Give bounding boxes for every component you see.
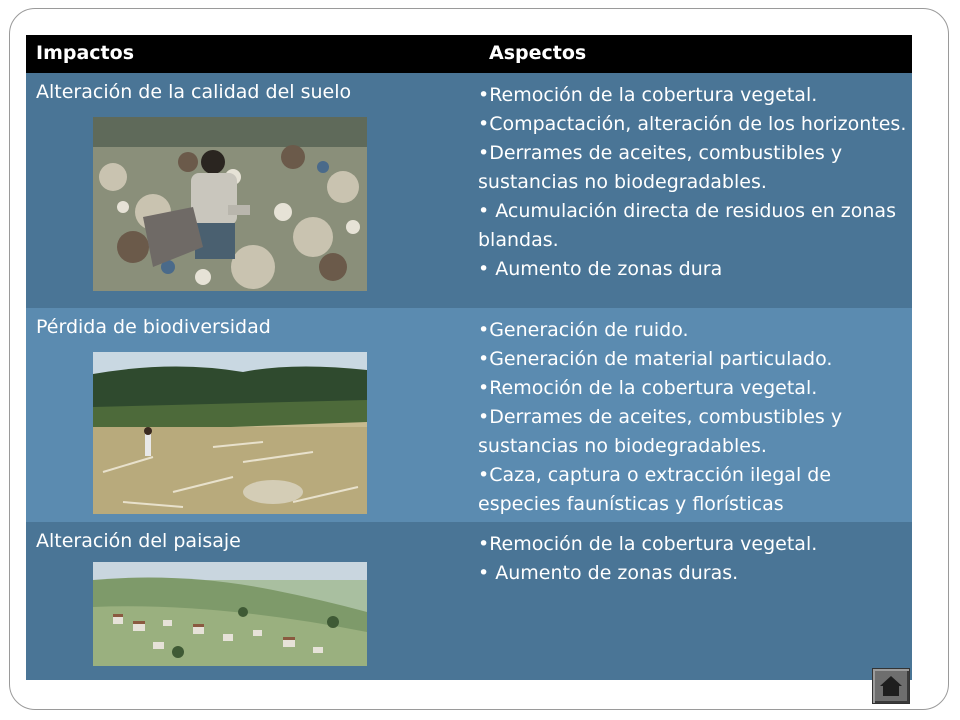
deforestation-photo (93, 352, 367, 514)
impacts-table (26, 35, 912, 680)
list-item: •Derrames de aceites, combustibles y sustancias no biodegradables. (478, 142, 843, 193)
impact-label: Alteración del paisaje (36, 530, 241, 552)
list-item: •Remoción de la cobertura vegetal. (478, 377, 818, 399)
landfill-photo (93, 117, 367, 291)
table-row (26, 308, 912, 522)
list-item: •Remoción de la cobertura vegetal. (478, 533, 818, 555)
home-icon (873, 669, 909, 703)
table-row (26, 522, 912, 680)
aspects-list (478, 530, 908, 588)
header-aspectos: Aspectos (489, 42, 587, 64)
list-item: •Remoción de la cobertura vegetal. (478, 84, 818, 106)
table-header (26, 35, 912, 73)
aspects-list (478, 316, 908, 519)
list-item: •Compactación, alteración de los horizontes. (478, 113, 907, 135)
table-row (26, 73, 912, 308)
list-item: •Caza, captura o extracción ilegal de especies faunísticas y florísticas (478, 464, 832, 515)
list-item: •Generación de ruido. (478, 319, 689, 341)
list-item: •Derrames de aceites, combustibles y sustancias no biodegradables. (478, 406, 843, 457)
list-item: • Acumulación directa de residuos en zonas blandas. (478, 200, 896, 251)
list-item: • Aumento de zonas dura (478, 258, 723, 280)
impact-label: Alteración de la calidad del suelo (36, 81, 352, 103)
home-button[interactable] (872, 668, 910, 704)
header-impactos: Impactos (36, 42, 134, 64)
hillside-village-photo (93, 562, 367, 666)
impact-label: Pérdida de biodiversidad (36, 316, 271, 338)
list-item: • Aumento de zonas duras. (478, 562, 739, 584)
aspects-list (478, 81, 908, 284)
list-item: •Generación de material particulado. (478, 348, 833, 370)
